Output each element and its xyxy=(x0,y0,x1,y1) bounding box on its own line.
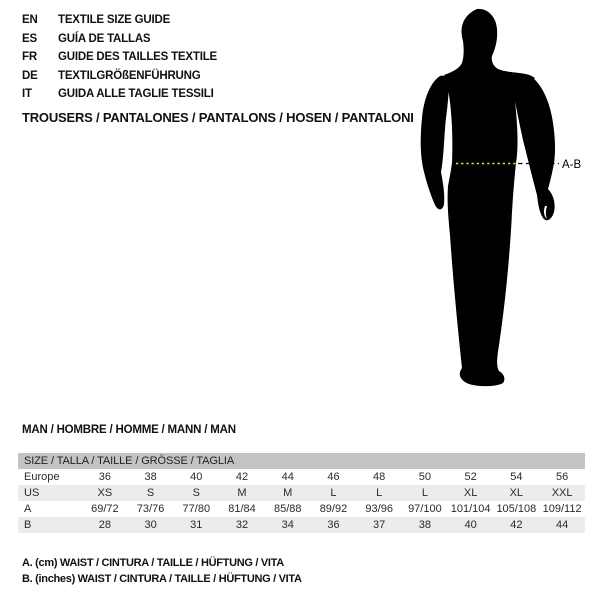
size-cell: XXL xyxy=(551,487,573,499)
table-header-row xyxy=(18,453,585,469)
size-cell: 36 xyxy=(327,519,340,531)
size-cell: 40 xyxy=(464,519,477,531)
table-row-b-inches xyxy=(18,517,585,533)
language-label: GUIDE DES TAILLES TEXTILE xyxy=(58,51,217,64)
size-cell: XL xyxy=(463,487,478,499)
size-cell: M xyxy=(237,487,247,499)
size-cell: 93/96 xyxy=(365,503,393,515)
footnote-a: A. (cm) WAIST / CINTURA / TAILLE / HÜFTUNG / VITA xyxy=(22,557,284,569)
man-right-arm xyxy=(514,75,555,220)
size-cell: 81/84 xyxy=(228,503,256,515)
language-code: DE xyxy=(22,69,38,82)
size-cell: 46 xyxy=(327,471,340,483)
size-table xyxy=(18,453,585,533)
size-cell: 36 xyxy=(98,471,111,483)
language-label: GUÍA DE TALLAS xyxy=(58,32,151,45)
language-row-fr xyxy=(22,48,217,67)
size-cell: 52 xyxy=(464,471,477,483)
table-row-europe xyxy=(18,469,585,485)
size-cell: L xyxy=(330,487,337,499)
size-cell: S xyxy=(192,487,200,499)
table-row-a-cm xyxy=(18,501,585,517)
section-title-man: MAN / HOMBRE / HOMME / MANN / MAN xyxy=(22,424,236,436)
language-code: FR xyxy=(22,51,37,64)
measure-label: A-B xyxy=(562,159,582,171)
size-cell: XS xyxy=(97,487,113,499)
row-label: US xyxy=(24,487,40,499)
footnotes xyxy=(22,556,302,587)
language-row-de xyxy=(22,67,217,86)
size-cell: 54 xyxy=(510,471,523,483)
size-cell: 89/92 xyxy=(319,503,348,515)
language-label: TEXTILGRÖßENFÜHRUNG xyxy=(58,69,201,82)
size-cell: S xyxy=(146,487,155,499)
row-label: A xyxy=(24,503,32,515)
size-cell: 34 xyxy=(281,519,294,531)
man-silhouette xyxy=(444,9,535,386)
size-cell: 101/104 xyxy=(450,503,491,515)
language-row-it xyxy=(22,85,217,104)
size-cell: 85/88 xyxy=(273,503,302,515)
size-cell: XL xyxy=(509,487,524,499)
size-cell: 44 xyxy=(281,471,294,483)
size-cell: 109/112 xyxy=(542,503,582,515)
footnote-b: B. (inches) WAIST / CINTURA / TAILLE / HÜFTUNG / VITA xyxy=(22,572,302,585)
size-cell: 42 xyxy=(235,471,249,483)
size-cell: 48 xyxy=(373,471,386,483)
size-cell: 31 xyxy=(190,519,203,531)
size-cell: 32 xyxy=(235,519,249,531)
language-label: TEXTILE SIZE GUIDE xyxy=(58,14,171,27)
size-cell: 56 xyxy=(555,471,569,483)
language-list xyxy=(22,11,217,104)
language-code: ES xyxy=(22,32,37,45)
size-cell: 77/80 xyxy=(182,503,211,515)
size-cell: 69/72 xyxy=(91,503,119,515)
size-cell: 38 xyxy=(144,471,157,483)
language-code: EN xyxy=(22,14,38,27)
size-cell: 30 xyxy=(144,519,157,531)
size-cell: 97/100 xyxy=(408,503,442,515)
size-cell: L xyxy=(376,487,383,499)
row-label: B xyxy=(24,519,32,531)
size-cell: 28 xyxy=(98,519,111,531)
language-row-es xyxy=(22,30,217,49)
size-cell: L xyxy=(421,487,428,499)
language-row-en xyxy=(22,11,217,30)
size-cell: 44 xyxy=(555,519,569,531)
language-code: IT xyxy=(22,88,32,101)
category-title: TROUSERS / PANTALONES / PANTALONS / HOSEN / PANTALONI xyxy=(22,110,414,125)
man-left-arm xyxy=(421,76,449,210)
size-cell: M xyxy=(283,487,293,499)
size-cell: 73/76 xyxy=(136,503,165,515)
size-cell: 38 xyxy=(418,519,432,531)
size-cell: 40 xyxy=(190,471,203,483)
man-silhouette-figure xyxy=(400,0,600,400)
size-cell: 105/108 xyxy=(496,503,537,515)
row-label: Europe xyxy=(24,471,60,483)
size-cell: 42 xyxy=(510,519,523,531)
table-row-us xyxy=(18,485,585,501)
size-cell: 37 xyxy=(373,519,386,531)
size-cell: 50 xyxy=(418,471,432,483)
language-label: GUIDA ALLE TAGLIE TESSILI xyxy=(58,88,214,101)
table-header: SIZE / TALLA / TAILLE / GRÖSSE / TAGLIA xyxy=(18,453,585,469)
